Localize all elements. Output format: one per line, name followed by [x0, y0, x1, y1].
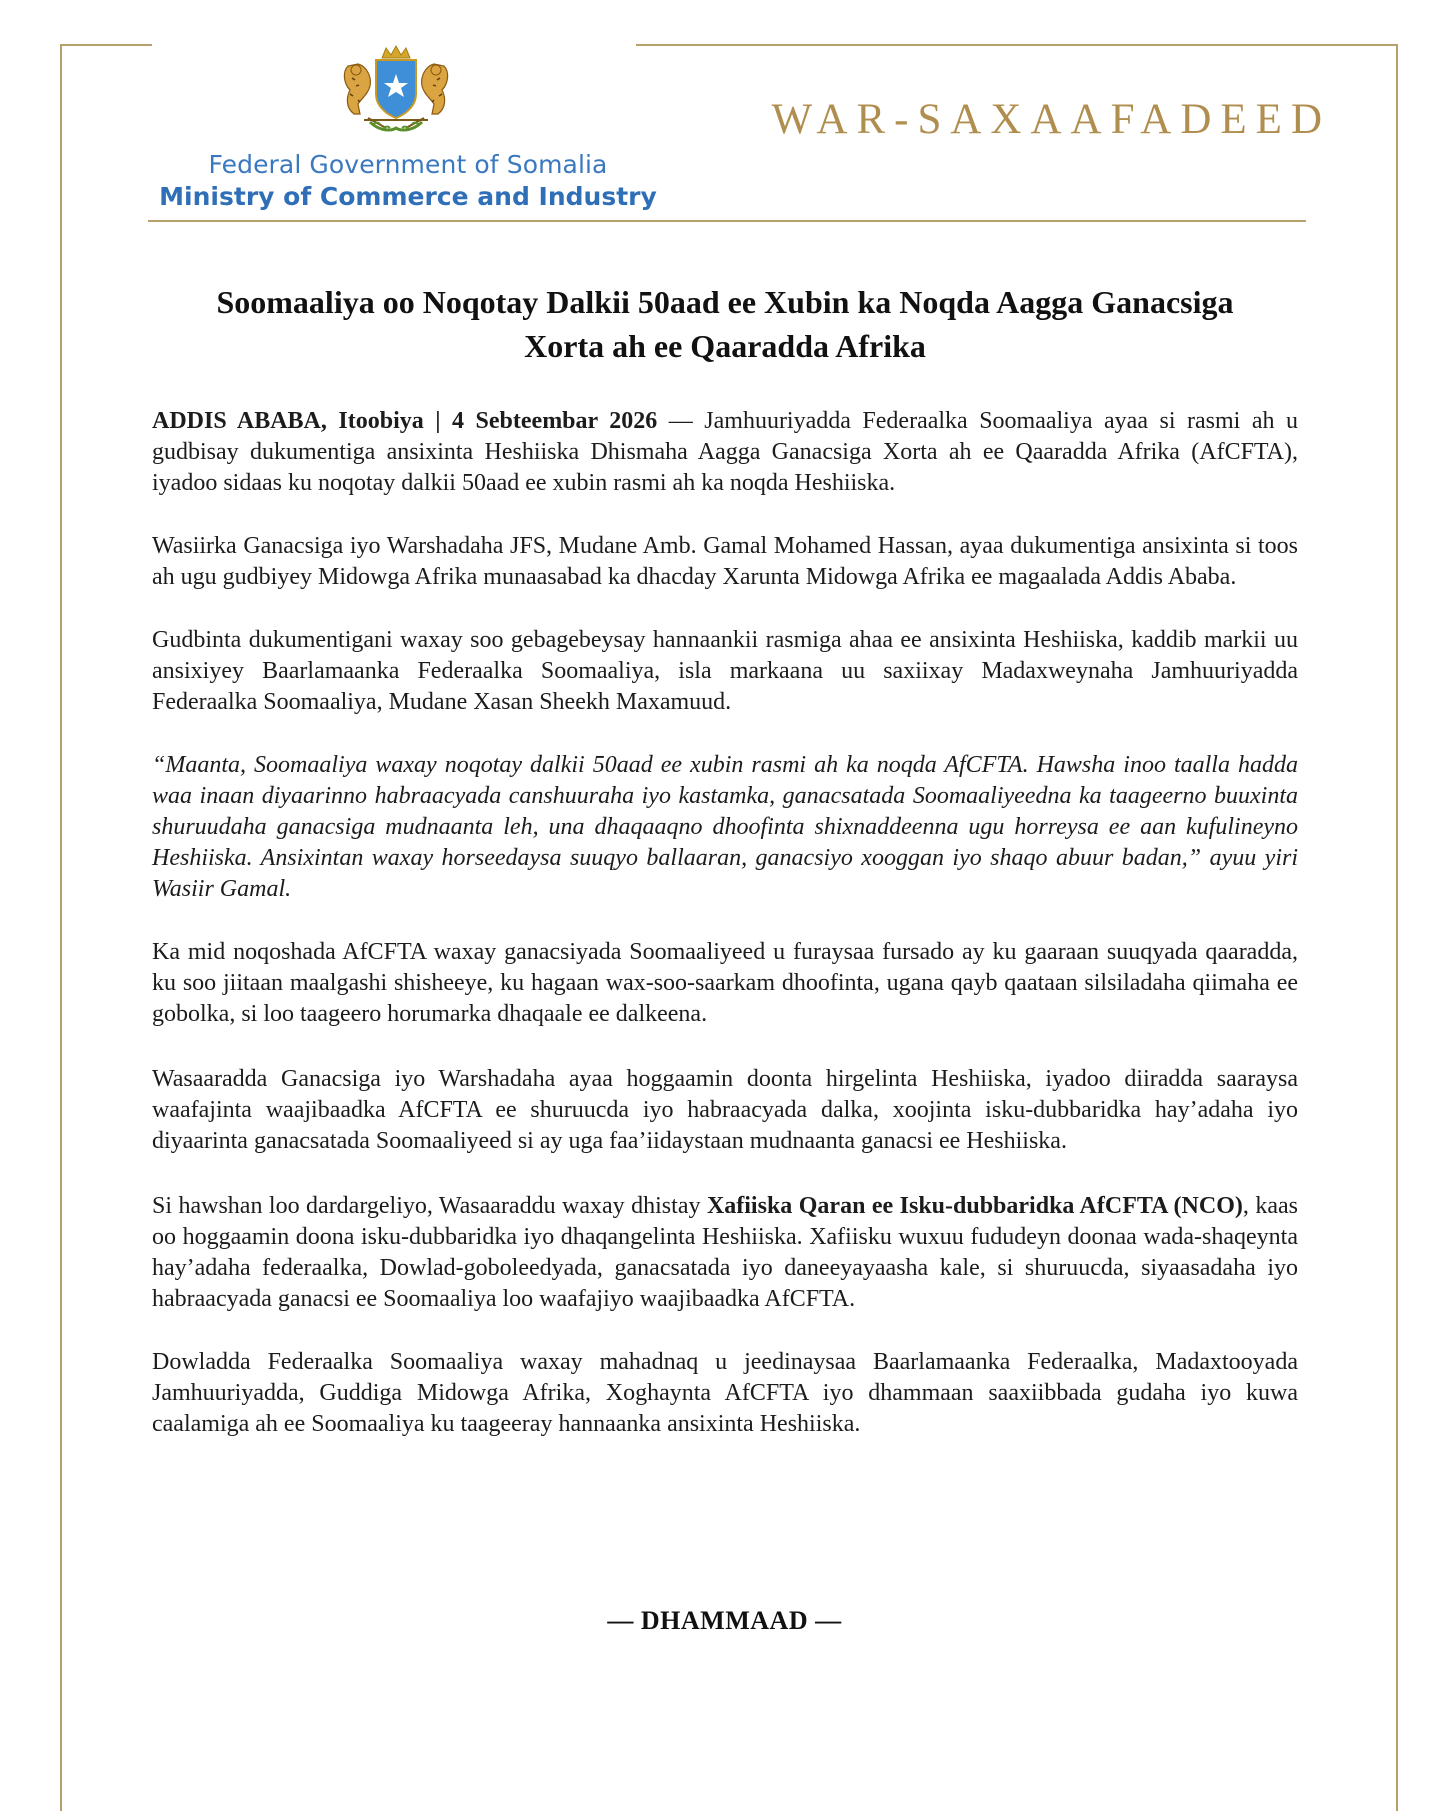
article-body	[152, 406, 1298, 1472]
headline	[150, 280, 1300, 368]
end-mark: — DHAMMAAD —	[607, 1606, 842, 1635]
paragraph-6: Wasaaradda Ganacsiga iyo Warshadaha ayaa hoggaamin doonta hirgelinta Heshiiska, iyadoo diiradda saaraysa waafajinta waajibaadka AfCFTA ee shuruucda iyo habraacyada dalka, xoojinta isku-dubbaridka hay’adaha iyo diyaarinta ganacsatada Soomaaliyeed si ay uga faa’iidaystaan mudnaanta ganacsi ee Heshiiska.	[152, 1066, 1298, 1154]
organization-name: Federal Government of Somalia	[208, 150, 608, 179]
headline-line-2: Xorta ah ee Qaaradda Afrika	[524, 328, 926, 364]
frame-top-left-line	[60, 44, 152, 46]
paragraph-3: Gudbinta dukumentigani waxay soo gebagebeysay hannaankii rasmiga ahaa ee ansixinta Heshiiska, kaddib markii uu ansixiyey Baarlamaanka Federaalka Soomaaliya, isla markaana uu saxiixay Madaxweynaha Jamhuuriyadda Federaalka Soomaaliya, Mudane Xasan Sheekh Maxamuud.	[152, 627, 1298, 715]
frame-right-line	[1396, 44, 1398, 1811]
paragraph-7-intro: Si hawshan loo dardargeliyo, Wasaaraddu waxay dhistay	[152, 1193, 707, 1219]
paragraph-7-rest: , kaas oo hoggaamin doona isku-dubbaridka iyo dhaqangelinta Heshiiska. Xafiisku wuxuu fududeyn doonaa wada-shaqeynta hay’adaha federaalka, Dowlad-goboleedyada, ganacsatada iyo daneeyayaasha kale, si shuruucda, siyaasadaha iyo habraacyada ganacsi ee Soomaaliya loo waafajiyo waajibaadka AfCFTA.	[152, 1193, 1298, 1312]
paragraph-1-text: — Jamhuuriyadda Federaalka Soomaaliya ayaa si rasmi ah u gudbisay dukumentiga ansixinta Heshiiska Dhismaha Aagga Ganacsiga Xorta ah ee Qaaradda Afrika (AfCFTA), iyadoo sidaas ku noqotay dalkii 50aad ee xubin rasmi ah ka noqda Heshiiska.	[152, 408, 1298, 496]
somalia-coat-of-arms-icon	[334, 44, 458, 132]
header-divider	[148, 220, 1306, 222]
dateline: ADDIS ABABA, Itoobiya | 4 Sebteembar 2026	[152, 408, 658, 434]
ministry-name: Ministry of Commerce and Industry	[159, 182, 657, 211]
paragraph-2: Wasiirka Ganacsiga iyo Warshadaha JFS, Mudane Amb. Gamal Mohamed Hassan, ayaa dukumentiga ansixinta si toos ah ugu gudbiyey Midowga Afrika munaasabad ka dhacday Xarunta Midowga Afrika ee magaalada Addis Ababa.	[152, 533, 1298, 590]
paragraph-dateline	[152, 406, 1298, 499]
headline-line-1: Soomaaliya oo Noqotay Dalkii 50aad ee Xubin ka Noqda Aagga Ganacsiga	[216, 284, 1234, 320]
minister-quote: “Maanta, Soomaaliya waxay noqotay dalkii 50aad ee xubin rasmi ah ka noqda AfCFTA. Hawsha inoo taalla hadda waa inaan diyaarinno habraacyada canshuuraha iyo kastamka, ganacsatada Soomaaliyeedna ka taageerno buuxinta shuruudaha ganacsiga mudnaanta leh, una dhaqaaqno dhoofinta shixnaddeenna ugu horreysa ee aan kufulineyno Heshiiska. Ansixintan waxay horseedaysa suuqyo ballaaran, ganacsiyo xooggan iyo shaqo abuur badan,” ayuu yiri Wasiir Gamal.	[152, 752, 1298, 902]
frame-top-right-line	[636, 44, 1398, 46]
press-release-label: WAR-SAXAAFADEED	[771, 96, 1331, 143]
paragraph-5: Ka mid noqoshada AfCFTA waxay ganacsiyada Soomaaliyeed u furaysaa fursado ay ku gaaraan suuqyada qaaradda, ku soo jiitaan maalgashi shisheeye, ku hagaan wax-soo-saarkam dhoofinta, ugana qayb qaataan silsiladaha qiimaha ee gobolka, si loo taageero horumarka dhaqaale ee dalkeena.	[152, 939, 1298, 1027]
paragraph-7	[152, 1191, 1298, 1315]
nco-office-name: Xafiiska Qaran ee Isku-dubbaridka AfCFTA (NCO)	[706, 1193, 1243, 1219]
paragraph-8: Dowladda Federaalka Soomaaliya waxay mahadnaq u jeedinaysaa Baarlamaanka Federaalka, Madaxtooyada Jamhuuriyadda, Guddiga Midowga Afrika, Xoghaynta AfCFTA iyo dhammaan saaxiibbada gudaha iyo kuwa caalamiga ah ee Soomaaliya ku taageeray hannaanka ansixinta Heshiiska.	[152, 1349, 1298, 1437]
frame-left-line	[60, 44, 62, 1811]
